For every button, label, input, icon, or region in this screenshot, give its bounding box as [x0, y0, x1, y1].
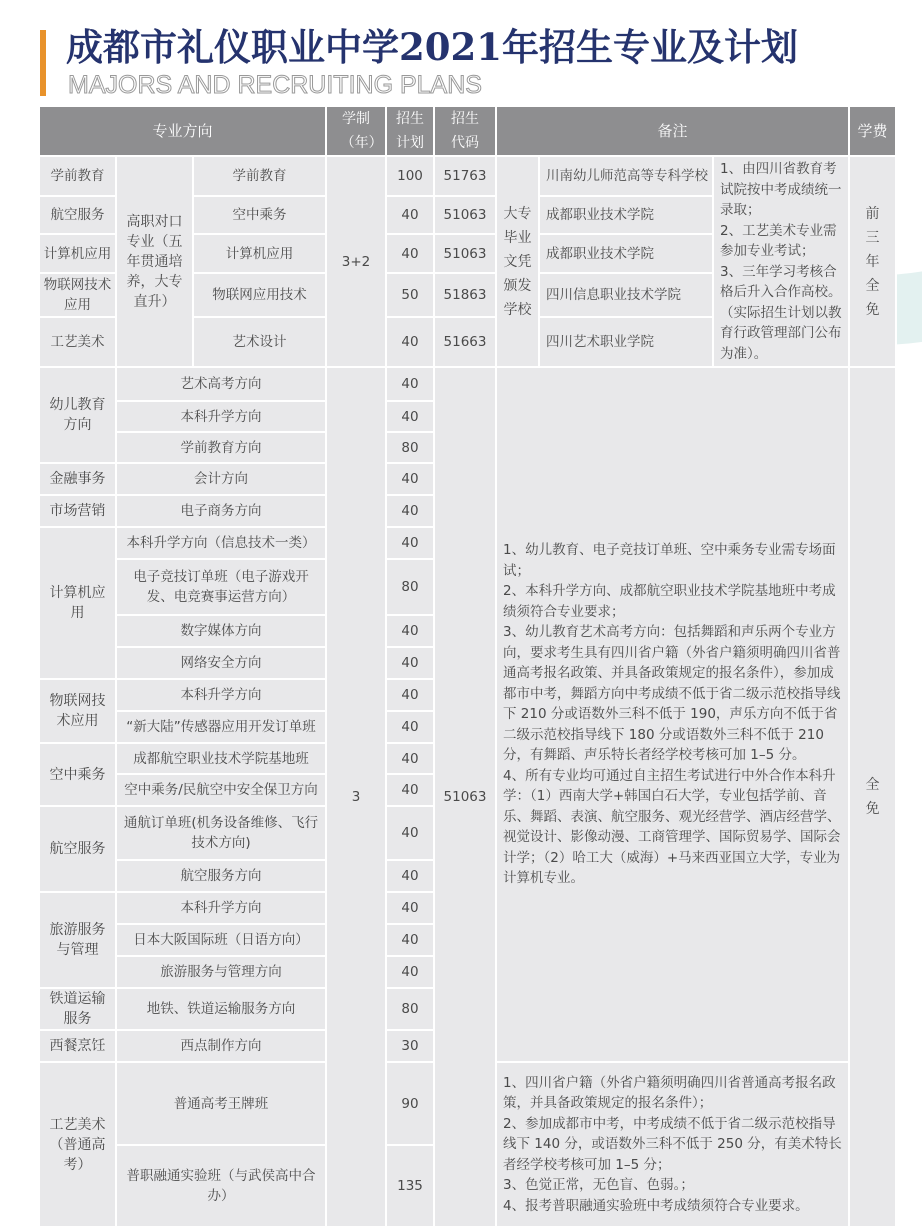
category-cell: [39, 495, 116, 527]
plan-cell: 80: [386, 559, 434, 615]
plan-cell: 40: [386, 956, 434, 988]
pathway-cell-label: 高职对口专业（五年贯通培养，大专直升）: [126, 213, 183, 310]
fee-cell: [849, 367, 896, 1227]
direction-cell: 本科升学方向: [116, 892, 326, 924]
category-cell-label: 市场营销: [49, 503, 106, 519]
category-cell-label: 航空服务: [49, 841, 106, 857]
category-cell-label: 幼儿教育方向: [49, 397, 106, 433]
table-row: [39, 367, 896, 401]
direction-cell: “新大陆”传感器应用开发订单班: [116, 711, 326, 743]
col-header-duration-label: 学制（年）: [340, 111, 383, 151]
plan-cell: 40: [386, 317, 434, 367]
direction-cell: 本科升学方向（信息技术一类）: [116, 527, 326, 559]
code-cell: 51063: [434, 367, 496, 1227]
major-cell: 物联网技术应用: [39, 273, 116, 317]
school-cell: 四川艺术职业学院: [539, 317, 713, 367]
direction-cell: 空中乘务/民航空中安全保卫方向: [116, 774, 326, 806]
category-cell-label: 铁道运输服务: [49, 991, 106, 1027]
plan-cell: 40: [386, 806, 434, 860]
direction-cell: 会计方向: [116, 463, 326, 495]
plan-cell: 40: [386, 463, 434, 495]
plan-cell: 40: [386, 647, 434, 679]
plan-cell: 40: [386, 495, 434, 527]
category-cell-label: 工艺美术（普通高考）: [49, 1116, 106, 1173]
plan-cell: 40: [386, 679, 434, 711]
direction-cell: 网络安全方向: [116, 647, 326, 679]
direction-cell: 学前教育方向: [116, 432, 326, 463]
page-title: 成都市礼仪职业中学2021年招生专业及计划: [66, 25, 798, 69]
fee-cell-label: 前三年全免: [865, 205, 880, 318]
fee-cell-label: 全免: [865, 777, 880, 817]
plan-cell: 80: [386, 988, 434, 1030]
category-cell: [39, 1030, 116, 1062]
fee-cell: [849, 156, 896, 367]
school-cell: 四川信息职业技术学院: [539, 273, 713, 317]
recruiting-plan-table: [38, 105, 897, 1228]
category-cell: [39, 367, 116, 463]
plan-cell: 30: [386, 1030, 434, 1062]
category-cell: [39, 679, 116, 743]
col-header-code-label: 招生代码: [450, 111, 479, 151]
header-row: [39, 106, 896, 156]
accent-bar: [40, 30, 46, 96]
direction-cell: 物联网应用技术: [193, 273, 326, 317]
code-cell: 51763: [434, 156, 496, 196]
direction-cell: 西点制作方向: [116, 1030, 326, 1062]
plan-cell: 40: [386, 527, 434, 559]
major-cell: 工艺美术: [39, 317, 116, 367]
direction-cell: 计算机应用: [193, 234, 326, 273]
notes-cell: 1、四川省户籍（外省户籍须明确四川省普通高考报名政策，并具备政策规定的报名条件）； 2、参加成都市中考，中考成绩不低于省二级示范校指导线下 140 分，或语数外三科不低于 250 分，有美术特长者经学校考核可加 1–5 分； 3、色觉正常，无色盲、色弱。； 4、报考普职融通实验班中考成绩须符合专业要求。: [496, 1062, 849, 1227]
direction-cell: 普通高考王牌班: [116, 1062, 326, 1145]
category-cell-label: 金融事务: [49, 471, 106, 487]
category-cell-label: 计算机应用: [49, 585, 106, 621]
plan-cell: 100: [386, 156, 434, 196]
plan-cell: 40: [386, 401, 434, 432]
duration-cell: 3: [326, 367, 386, 1227]
direction-cell: 数字媒体方向: [116, 615, 326, 647]
major-cell: 学前教育: [39, 156, 116, 196]
category-cell: [39, 988, 116, 1030]
category-cell-label: 空中乘务: [49, 766, 106, 783]
plan-cell: 40: [386, 615, 434, 647]
col-header-plan: [386, 106, 434, 156]
notes-cell: 1、由四川省教育考试院按中考成绩统一录取； 2、工艺美术专业需参加专业考试； 3、三年学习考核合格后升入合作高校。（实际招生计划以教育行政管理部门公布为准）。: [713, 156, 849, 367]
major-cell: 计算机应用: [39, 234, 116, 273]
duration-cell: 3+2: [326, 156, 386, 367]
plan-cell: 50: [386, 273, 434, 317]
issuer-label-cell: [496, 156, 539, 367]
category-cell: [39, 527, 116, 679]
direction-cell: 艺术高考方向: [116, 367, 326, 401]
plan-cell: 40: [386, 367, 434, 401]
school-cell: 成都职业技术学院: [539, 234, 713, 273]
col-header-code: [434, 106, 496, 156]
plan-cell: 40: [386, 892, 434, 924]
direction-cell: 地铁、铁道运输服务方向: [116, 988, 326, 1030]
school-cell: 成都职业技术学院: [539, 196, 713, 235]
col-header-direction: 专业方向: [39, 106, 326, 156]
major-cell: 航空服务: [39, 196, 116, 235]
direction-cell: 日本大阪国际班（日语方向）: [116, 924, 326, 956]
category-cell-label: 旅游服务与管理: [49, 922, 106, 958]
col-header-plan-label: 招生计划: [395, 111, 424, 151]
direction-cell: 旅游服务与管理方向: [116, 956, 326, 988]
direction-cell: 航空服务方向: [116, 860, 326, 892]
category-cell: [39, 1062, 116, 1227]
direction-cell: 成都航空职业技术学院基地班: [116, 743, 326, 774]
category-cell-label: 西餐烹饪: [49, 1038, 106, 1054]
notes-cell: 1、幼儿教育、电子竞技订单班、空中乘务专业需专场面试； 2、本科升学方向、成都航空职业技术学院基地班中考成绩须符合专业要求； 3、幼儿教育艺术高考方向：包括舞蹈和声乐两个专业方向，要求考生具有四川省户籍（外省户籍须明确四川省普通高考报名政策、并具备政策规定的报名条件），参加成都市中考，舞蹈方向中考成绩不低于省二级示范校指导线下 210 分或语数外三科不低于 190，声乐方向不低于省二级示范校指导线下 180 分或语数外三科不低于 210 分，有舞蹈、声乐特长者经学校考核可加 1–5 分。 4、所有专业均可通过自主招生考试进行中外合作本科升学：（1）西南大学+韩国白石大学，专业包括学前、音乐、舞蹈、表演、航空服务、观光经营学、酒店经营学、视觉设计、影像动漫、工商管理学、国际贸易学、国际会计学；（2）哈工大（威海）+马来西亚国立大学，专业为计算机专业。: [496, 367, 849, 1062]
pathway-cell: [116, 156, 193, 367]
direction-cell: 本科升学方向: [116, 401, 326, 432]
code-cell: 51063: [434, 234, 496, 273]
col-header-duration: [326, 106, 386, 156]
col-header-notes: 备注: [496, 106, 849, 156]
plan-cell: 40: [386, 924, 434, 956]
page-subtitle: MAJORS AND RECRUITING PLANS: [68, 71, 482, 99]
table-row: [39, 156, 896, 196]
plan-cell: 40: [386, 711, 434, 743]
category-cell-label: 物联网技术应用: [49, 693, 106, 729]
plan-cell: 80: [386, 432, 434, 463]
category-cell: [39, 892, 116, 988]
plan-cell: 90: [386, 1062, 434, 1145]
direction-cell: 电子商务方向: [116, 495, 326, 527]
direction-cell: 普职融通实验班（与武侯高中合办）: [116, 1145, 326, 1227]
code-cell: 51063: [434, 196, 496, 235]
direction-cell: 艺术设计: [193, 317, 326, 367]
category-cell: [39, 743, 116, 806]
plan-cell: 40: [386, 743, 434, 774]
code-cell: 51663: [434, 317, 496, 367]
category-cell: [39, 806, 116, 892]
plan-cell: 40: [386, 774, 434, 806]
code-cell: 51863: [434, 273, 496, 317]
school-cell: 川南幼儿师范高等专科学校: [539, 156, 713, 196]
direction-cell: 通航订单班(机务设备维修、飞行技术方向): [116, 806, 326, 860]
direction-cell: 本科升学方向: [116, 679, 326, 711]
direction-cell: 空中乘务: [193, 196, 326, 235]
issuer-label-cell-label: 大专毕业文凭颁发学校: [503, 205, 532, 318]
plan-cell: 135: [386, 1145, 434, 1227]
col-header-fee: 学费: [849, 106, 896, 156]
category-cell: [39, 463, 116, 495]
direction-cell: 电子竞技订单班（电子游戏开发、电竞赛事运营方向）: [116, 559, 326, 615]
plan-cell: 40: [386, 234, 434, 273]
plan-cell: 40: [386, 196, 434, 235]
plan-cell: 40: [386, 860, 434, 892]
direction-cell: 学前教育: [193, 156, 326, 196]
